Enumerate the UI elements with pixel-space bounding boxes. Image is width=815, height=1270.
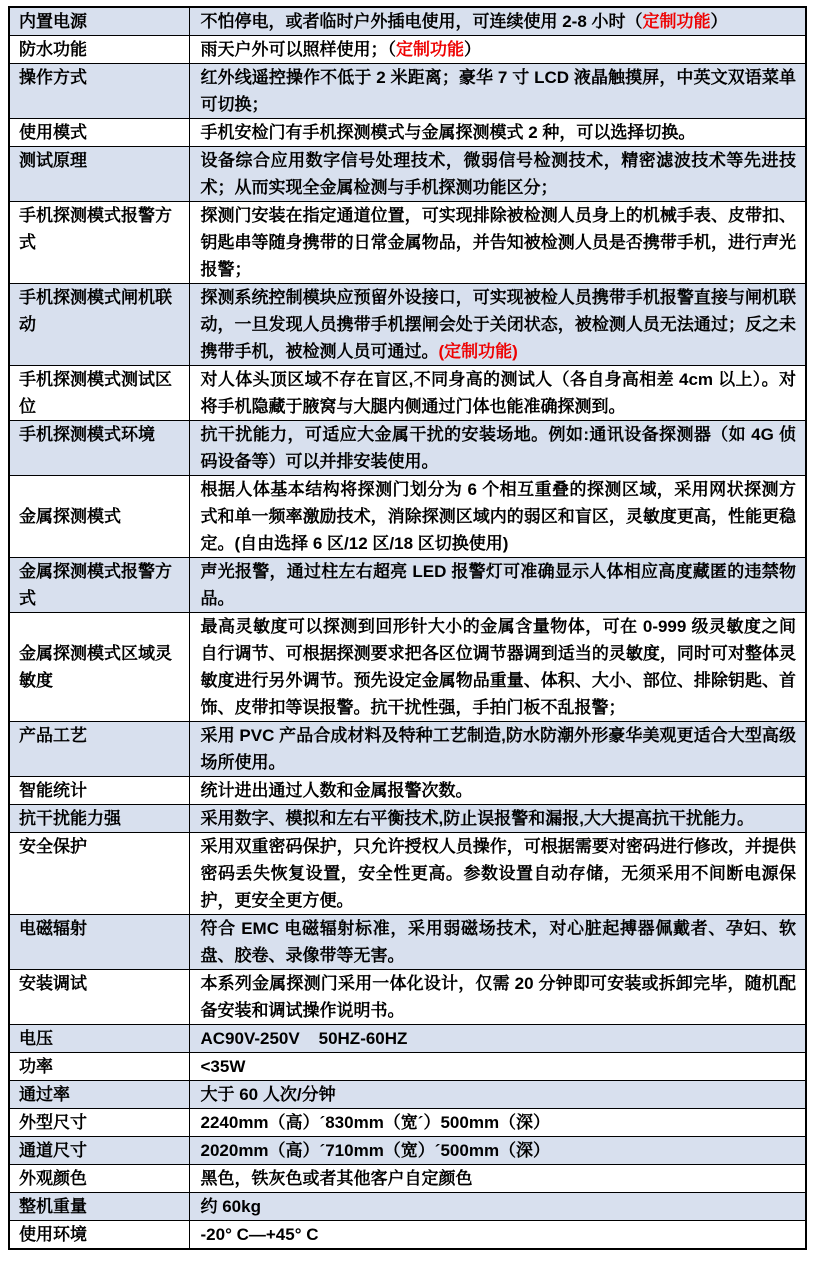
spec-value-cell bbox=[189, 833, 806, 915]
spec-value-text: 声光报警，通过柱左右超亮 LED 报警灯可准确显示人体相应高度藏匿的违禁物品。 bbox=[200, 562, 796, 608]
spec-name-cell: 整机重量 bbox=[9, 1193, 189, 1221]
spec-value-text: 大于 60 人次/分钟 bbox=[200, 1085, 336, 1104]
spec-value-text: 2240mm（高）´830mm（宽´）500mm（深） bbox=[200, 1113, 551, 1132]
table-row bbox=[9, 36, 806, 64]
spec-name-cell: 电压 bbox=[9, 1025, 189, 1053]
spec-value-text: 红外线遥控操作不低于 2 米距离；豪华 7 寸 LCD 液晶触摸屏，中英文双语菜单可切换； bbox=[200, 68, 796, 114]
spec-value-cell bbox=[189, 366, 806, 421]
spec-name-cell: 功率 bbox=[9, 1053, 189, 1081]
spec-value-text: 探测门安装在指定通道位置，可实现排除被检测人员身上的机械手表、皮带扣、钥匙串等随身携带的日常金属物品，并告知被检测人员是否携带手机，进行声光报警； bbox=[200, 206, 796, 279]
table-row bbox=[9, 147, 806, 202]
spec-name-cell: 金属探测模式 bbox=[9, 476, 189, 558]
table-row bbox=[9, 613, 806, 722]
spec-value-text: 2020mm（高）´710mm（宽）´500mm（深） bbox=[200, 1141, 551, 1160]
spec-value-text: 不怕停电，或者临时户外插电使用，可连续使用 2-8 小时（ bbox=[200, 12, 643, 31]
spec-value-cell bbox=[189, 421, 806, 476]
spec-table-body bbox=[9, 7, 806, 1249]
table-row bbox=[9, 7, 806, 36]
spec-value-text: ） bbox=[710, 12, 728, 31]
spec-value-cell bbox=[189, 7, 806, 36]
table-row bbox=[9, 366, 806, 421]
spec-name-cell: 手机探测模式测试区位 bbox=[9, 366, 189, 421]
spec-value-text: 手机安检门有手机探测模式与金属探测模式 2 种，可以选择切换。 bbox=[200, 123, 696, 142]
spec-value-cell bbox=[189, 1053, 806, 1081]
spec-value-text: 采用数字、模拟和左右平衡技术,防止误报警和漏报,大大提高抗干扰能力。 bbox=[200, 809, 754, 828]
table-row bbox=[9, 970, 806, 1025]
spec-value-cell bbox=[189, 1165, 806, 1193]
table-row bbox=[9, 1109, 806, 1137]
spec-value-cell bbox=[189, 1193, 806, 1221]
spec-value-cell bbox=[189, 722, 806, 777]
spec-value-text: 对人体头顶区域不存在盲区,不同身高的测试人（各自身高相差 4cm 以上）。对将手机隐藏于腋窝与大腿内侧通过门体也能准确探测到。 bbox=[200, 370, 796, 416]
spec-value-text: AC90V-250V 50HZ-60HZ bbox=[200, 1029, 408, 1048]
table-row bbox=[9, 421, 806, 476]
spec-value-cell bbox=[189, 1109, 806, 1137]
custom-feature-text: 定制功能 bbox=[396, 40, 464, 59]
table-row bbox=[9, 805, 806, 833]
spec-value-cell bbox=[189, 119, 806, 147]
spec-name-cell: 安全保护 bbox=[9, 833, 189, 915]
table-row bbox=[9, 1053, 806, 1081]
table-row bbox=[9, 64, 806, 119]
spec-value-cell bbox=[189, 36, 806, 64]
spec-name-cell: 智能统计 bbox=[9, 777, 189, 805]
spec-name-cell: 手机探测模式环境 bbox=[9, 421, 189, 476]
spec-name-cell: 金属探测模式报警方式 bbox=[9, 558, 189, 613]
spec-value-cell bbox=[189, 805, 806, 833]
table-row bbox=[9, 1137, 806, 1165]
spec-value-text: 符合 EMC 电磁辐射标准，采用弱磁场技术，对心脏起搏器佩戴者、孕妇、软盘、胶卷、录像带等无害。 bbox=[200, 919, 796, 965]
spec-value-text: 本系列金属探测门采用一体化设计，仅需 20 分钟即可安装或拆卸完毕，随机配备安装和调试操作说明书。 bbox=[200, 974, 796, 1020]
spec-value-text: 最高灵敏度可以探测到回形针大小的金属含量物体，可在 0-999 级灵敏度之间自行调节、可根据探测要求把各区位调节器调到适当的灵敏度，同时可对整体灵敏度进行另外调节。预先设定金属物品重量、体积、大小、部位、排除钥匙、首饰、皮带扣等误报警。抗干扰性强，手拍门板不乱报警； bbox=[200, 617, 796, 717]
spec-value-text: 采用双重密码保护，只允许授权人员操作，可根据需要对密码进行修改，并提供密码丢失恢复设置，安全性更高。参数设置自动存储，无须采用不间断电源保护，更安全更方便。 bbox=[200, 837, 796, 910]
table-row bbox=[9, 1221, 806, 1250]
table-row bbox=[9, 833, 806, 915]
spec-value-cell bbox=[189, 970, 806, 1025]
spec-name-cell: 电磁辐射 bbox=[9, 915, 189, 970]
spec-name-cell: 操作方式 bbox=[9, 64, 189, 119]
spec-value-cell bbox=[189, 202, 806, 284]
spec-value-cell bbox=[189, 1081, 806, 1109]
spec-value-text: 采用 PVC 产品合成材料及特种工艺制造,防水防潮外形豪华美观更适合大型高级场所使用。 bbox=[200, 726, 796, 772]
spec-value-cell bbox=[189, 476, 806, 558]
spec-value-text: 探测系统控制模块应预留外设接口，可实现被检人员携带手机报警直接与闸机联动，一旦发现人员携带手机摆闸会处于关闭状态，被检测人员无法通过；反之未携带手机，被检测人员可通过。 bbox=[200, 288, 796, 361]
table-row bbox=[9, 284, 806, 366]
table-row bbox=[9, 1193, 806, 1221]
table-row bbox=[9, 1081, 806, 1109]
spec-value-cell bbox=[189, 64, 806, 119]
spec-name-cell: 手机探测模式报警方式 bbox=[9, 202, 189, 284]
spec-name-cell: 测试原理 bbox=[9, 147, 189, 202]
spec-value-text: 设备综合应用数字信号处理技术，微弱信号检测技术，精密滤波技术等先进技术；从而实现全金属检测与手机探测功能区分； bbox=[200, 151, 796, 197]
spec-name-cell: 产品工艺 bbox=[9, 722, 189, 777]
spec-value-cell bbox=[189, 915, 806, 970]
spec-value-text: 根据人体基本结构将探测门划分为 6 个相互重叠的探测区域，采用网状探测方式和单一频率激励技术，消除探测区域内的弱区和盲区，灵敏度更高，性能更稳定。(自由选择 6 区/12 区/18 区切换使用) bbox=[200, 480, 796, 553]
spec-value-text: 黑色，铁灰色或者其他客户自定颜色 bbox=[200, 1169, 473, 1188]
spec-value-cell bbox=[189, 777, 806, 805]
spec-value-text: 抗干扰能力，可适应大金属干扰的安装场地。例如:通讯设备探测器（如 4G 侦码设备等）可以并排安装使用。 bbox=[200, 425, 796, 471]
table-row bbox=[9, 1165, 806, 1193]
spec-value-cell bbox=[189, 284, 806, 366]
spec-value-text: ） bbox=[464, 40, 481, 59]
spec-value-cell bbox=[189, 613, 806, 722]
spec-name-cell: 使用环境 bbox=[9, 1221, 189, 1250]
custom-feature-text: 定制功能 bbox=[642, 12, 711, 31]
table-row bbox=[9, 119, 806, 147]
custom-feature-text: (定制功能) bbox=[438, 342, 518, 361]
spec-name-cell: 抗干扰能力强 bbox=[9, 805, 189, 833]
spec-value-cell bbox=[189, 1221, 806, 1250]
spec-name-cell: 通过率 bbox=[9, 1081, 189, 1109]
spec-value-text: -20° C—+45° C bbox=[200, 1225, 319, 1244]
spec-name-cell: 外观颜色 bbox=[9, 1165, 189, 1193]
table-row bbox=[9, 476, 806, 558]
table-row bbox=[9, 915, 806, 970]
spec-name-cell: 内置电源 bbox=[9, 7, 189, 36]
spec-value-text: 约 60kg bbox=[200, 1197, 261, 1216]
spec-value-text: <35W bbox=[200, 1057, 246, 1076]
table-row bbox=[9, 722, 806, 777]
spec-value-text: 雨天户外可以照样使用；（ bbox=[200, 40, 396, 59]
table-row bbox=[9, 1025, 806, 1053]
spec-value-cell bbox=[189, 1137, 806, 1165]
spec-name-cell: 金属探测模式区域灵敏度 bbox=[9, 613, 189, 722]
spec-value-cell bbox=[189, 558, 806, 613]
spec-value-cell bbox=[189, 147, 806, 202]
spec-name-cell: 手机探测模式闸机联动 bbox=[9, 284, 189, 366]
spec-name-cell: 通道尺寸 bbox=[9, 1137, 189, 1165]
spec-name-cell: 防水功能 bbox=[9, 36, 189, 64]
spec-value-text: 统计进出通过人数和金属报警次数。 bbox=[200, 781, 473, 800]
table-row bbox=[9, 558, 806, 613]
spec-value-cell bbox=[189, 1025, 806, 1053]
spec-name-cell: 外型尺寸 bbox=[9, 1109, 189, 1137]
spec-name-cell: 使用模式 bbox=[9, 119, 189, 147]
table-row bbox=[9, 777, 806, 805]
table-row bbox=[9, 202, 806, 284]
spec-name-cell: 安装调试 bbox=[9, 970, 189, 1025]
spec-table bbox=[8, 6, 807, 1250]
